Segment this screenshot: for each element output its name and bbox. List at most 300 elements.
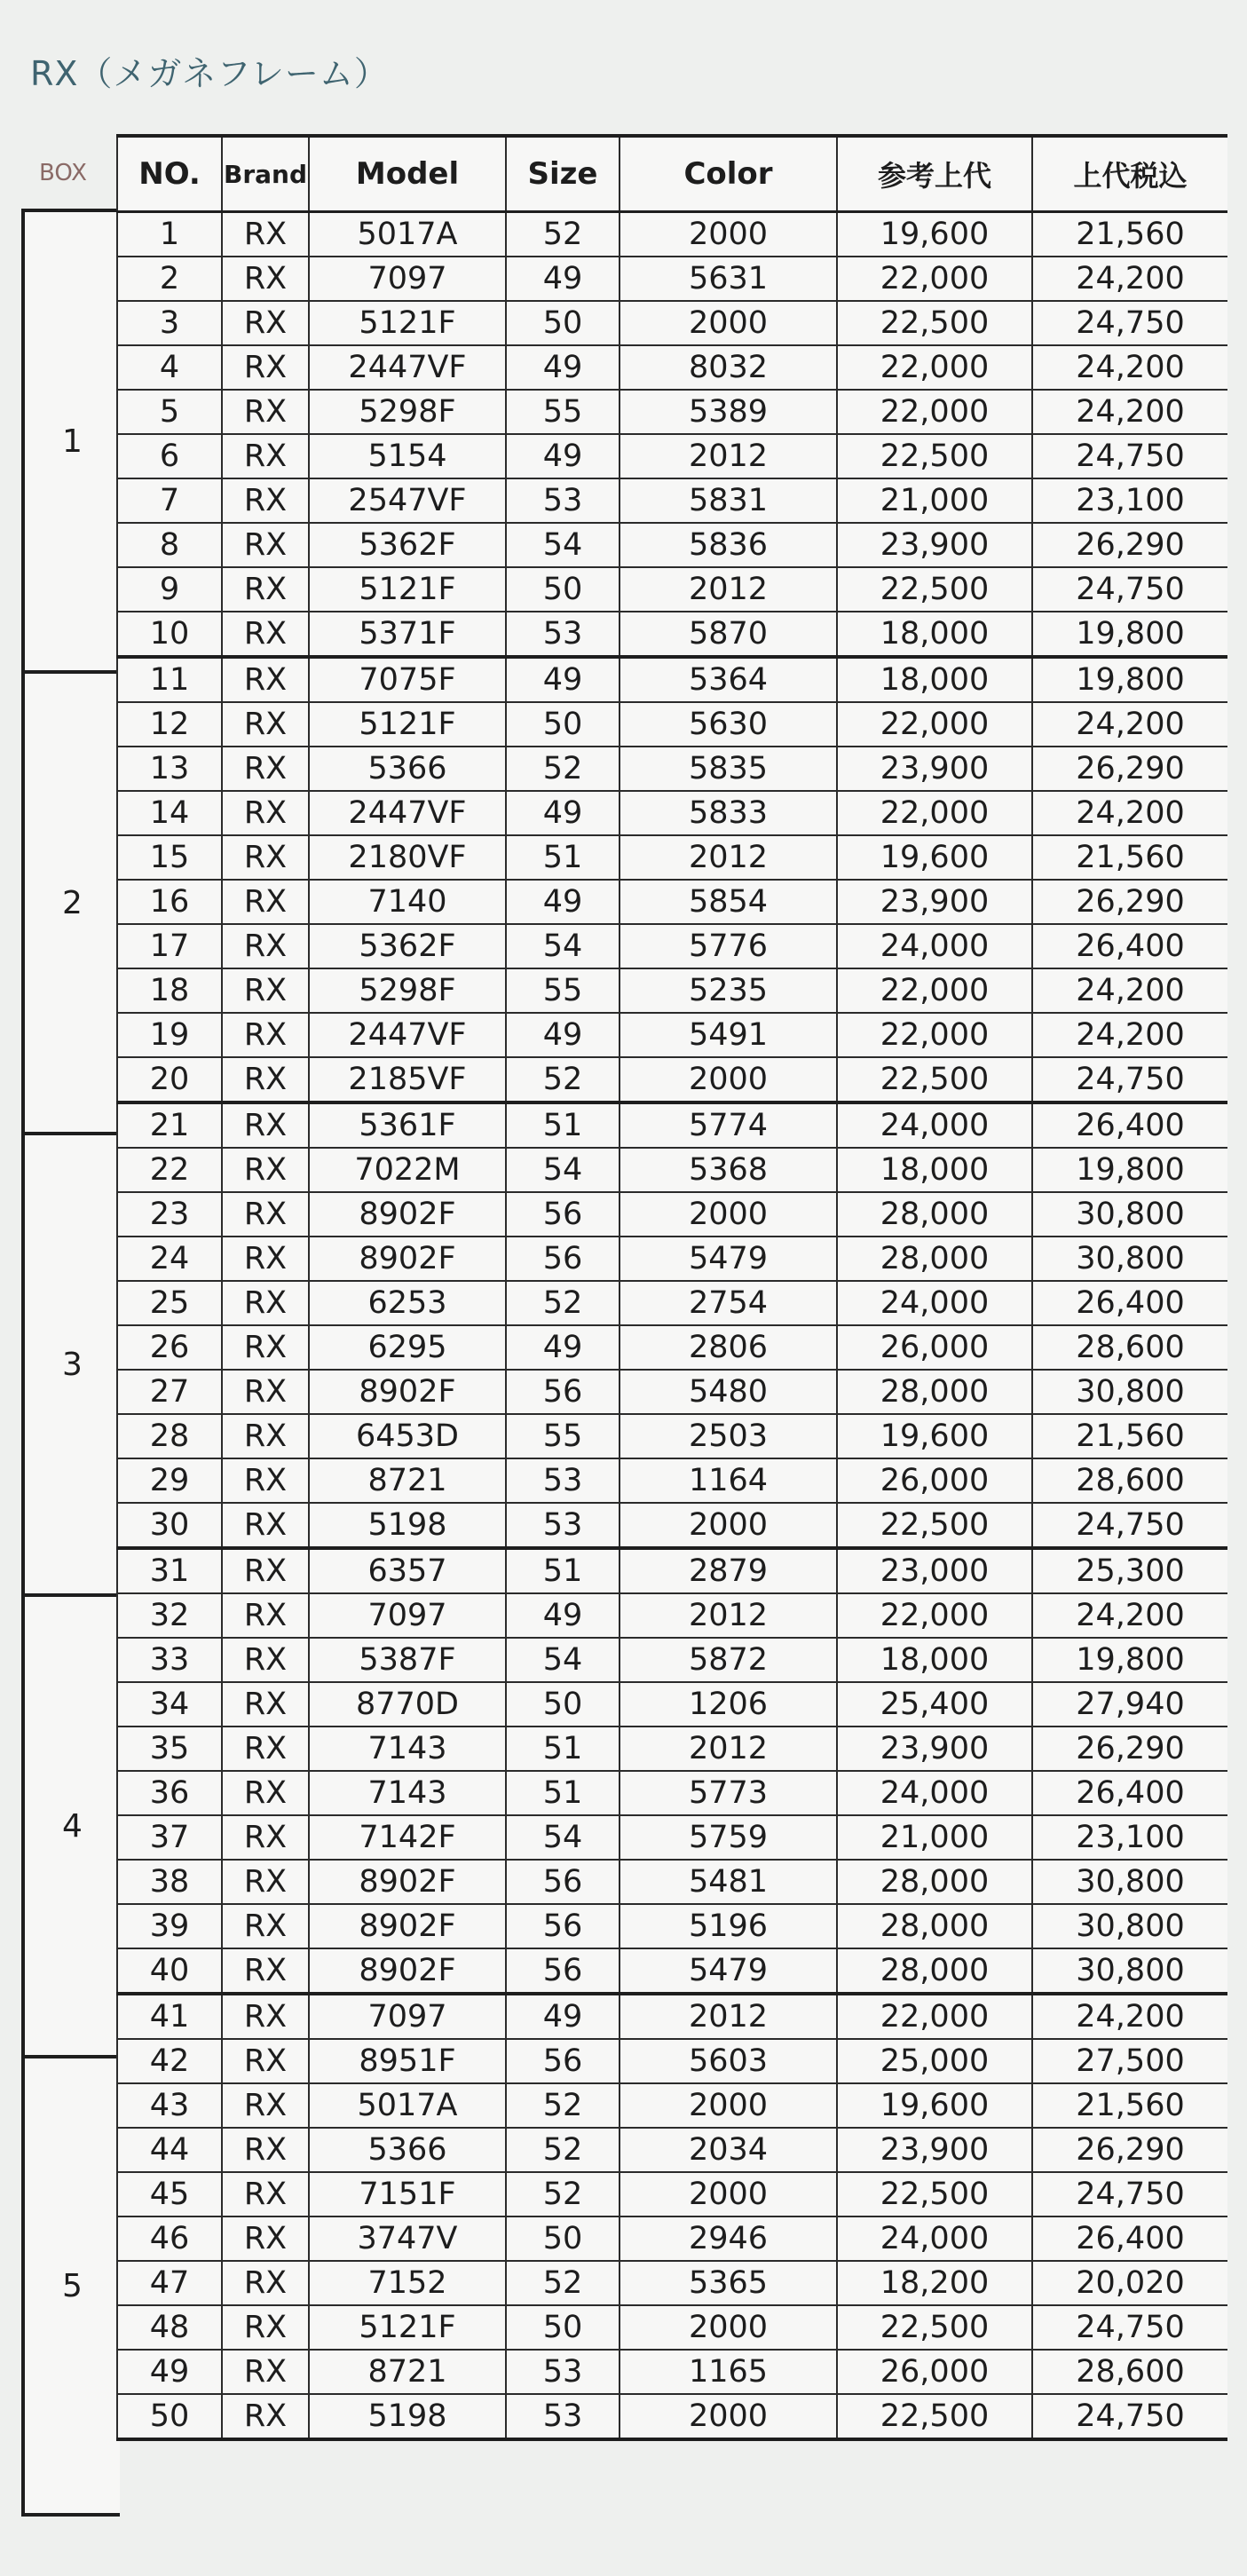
- cell-tax-included-price: 24,750: [1032, 2305, 1227, 2350]
- cell-tax-included-price: 30,800: [1032, 1948, 1227, 1994]
- cell-size: 54: [506, 924, 620, 968]
- table-row: [117, 1638, 1227, 1682]
- cell-no: 38: [117, 1860, 222, 1904]
- cell-model: 8721: [309, 2350, 506, 2394]
- cell-model: 5154: [309, 434, 506, 478]
- cell-tax-included-price: 19,800: [1032, 657, 1227, 702]
- cell-brand: RX: [222, 1370, 309, 1414]
- cell-model: 8902F: [309, 1948, 506, 1994]
- cell-reference-price: 22,500: [837, 2305, 1032, 2350]
- cell-reference-price: 23,900: [837, 2128, 1032, 2172]
- page-title: RX（メガネフレーム）: [30, 54, 389, 93]
- cell-no: 3: [117, 301, 222, 345]
- cell-size: 54: [506, 523, 620, 567]
- cell-brand: RX: [222, 1638, 309, 1682]
- cell-color: 2754: [620, 1281, 837, 1325]
- cell-size: 51: [506, 835, 620, 880]
- cell-brand: RX: [222, 212, 309, 257]
- cell-reference-price: 22,000: [837, 702, 1032, 747]
- cell-brand: RX: [222, 345, 309, 390]
- cell-tax-included-price: 24,200: [1032, 257, 1227, 301]
- cell-reference-price: 22,000: [837, 791, 1032, 835]
- cell-brand: RX: [222, 2305, 309, 2350]
- cell-color: 2000: [620, 1192, 837, 1237]
- cell-brand: RX: [222, 434, 309, 478]
- cell-reference-price: 22,000: [837, 968, 1032, 1013]
- cell-tax-included-price: 23,100: [1032, 1815, 1227, 1860]
- cell-brand: RX: [222, 2083, 309, 2128]
- cell-color: 5630: [620, 702, 837, 747]
- cell-reference-price: 28,000: [837, 1948, 1032, 1994]
- cell-tax-included-price: 19,800: [1032, 1148, 1227, 1192]
- cell-no: 28: [117, 1414, 222, 1458]
- cell-model: 8902F: [309, 1237, 506, 1281]
- cell-model: 7097: [309, 1994, 506, 2039]
- cell-color: 2000: [620, 2394, 837, 2439]
- cell-brand: RX: [222, 1013, 309, 1057]
- cell-reference-price: 22,000: [837, 1994, 1032, 2039]
- cell-model: 3747V: [309, 2216, 506, 2261]
- cell-size: 53: [506, 612, 620, 657]
- cell-tax-included-price: 24,750: [1032, 1503, 1227, 1548]
- cell-brand: RX: [222, 390, 309, 434]
- cell-size: 52: [506, 2083, 620, 2128]
- cell-reference-price: 23,900: [837, 1727, 1032, 1771]
- cell-model: 5298F: [309, 968, 506, 1013]
- cell-model: 2547VF: [309, 478, 506, 523]
- cell-tax-included-price: 26,290: [1032, 880, 1227, 924]
- cell-tax-included-price: 24,750: [1032, 567, 1227, 612]
- cell-reference-price: 23,900: [837, 523, 1032, 567]
- cell-no: 25: [117, 1281, 222, 1325]
- cell-tax-included-price: 26,400: [1032, 1281, 1227, 1325]
- table-row: [117, 567, 1227, 612]
- cell-tax-included-price: 25,300: [1032, 1548, 1227, 1593]
- cell-color: 5389: [620, 390, 837, 434]
- cell-model: 5198: [309, 2394, 506, 2439]
- table-row: [117, 1948, 1227, 1994]
- box-group-label: 5: [25, 2055, 120, 2517]
- cell-brand: RX: [222, 968, 309, 1013]
- cell-reference-price: 28,000: [837, 1370, 1032, 1414]
- cell-no: 7: [117, 478, 222, 523]
- cell-reference-price: 18,200: [837, 2261, 1032, 2305]
- cell-size: 50: [506, 301, 620, 345]
- cell-model: 5298F: [309, 390, 506, 434]
- cell-brand: RX: [222, 2261, 309, 2305]
- cell-brand: RX: [222, 1771, 309, 1815]
- cell-reference-price: 22,000: [837, 390, 1032, 434]
- cell-size: 50: [506, 1682, 620, 1727]
- cell-size: 52: [506, 2128, 620, 2172]
- cell-no: 16: [117, 880, 222, 924]
- cell-tax-included-price: 19,800: [1032, 612, 1227, 657]
- cell-brand: RX: [222, 2172, 309, 2216]
- cell-tax-included-price: 30,800: [1032, 1370, 1227, 1414]
- table-row: [117, 1771, 1227, 1815]
- cell-reference-price: 25,000: [837, 2039, 1032, 2083]
- table-row: [117, 434, 1227, 478]
- cell-brand: RX: [222, 478, 309, 523]
- box-group-label: 2: [25, 670, 120, 1132]
- cell-reference-price: 22,500: [837, 301, 1032, 345]
- cell-model: 7143: [309, 1727, 506, 1771]
- cell-no: 17: [117, 924, 222, 968]
- cell-brand: RX: [222, 1815, 309, 1860]
- cell-size: 55: [506, 390, 620, 434]
- cell-size: 51: [506, 1548, 620, 1593]
- cell-no: 43: [117, 2083, 222, 2128]
- cell-color: 5368: [620, 1148, 837, 1192]
- cell-tax-included-price: 24,200: [1032, 345, 1227, 390]
- table-row: [117, 1281, 1227, 1325]
- cell-size: 55: [506, 968, 620, 1013]
- cell-model: 5362F: [309, 523, 506, 567]
- cell-no: 2: [117, 257, 222, 301]
- cell-color: 1164: [620, 1458, 837, 1503]
- cell-reference-price: 22,500: [837, 567, 1032, 612]
- cell-no: 32: [117, 1593, 222, 1638]
- table-row: [117, 345, 1227, 390]
- cell-size: 54: [506, 1815, 620, 1860]
- cell-no: 5: [117, 390, 222, 434]
- cell-size: 51: [506, 1771, 620, 1815]
- cell-reference-price: 18,000: [837, 1638, 1032, 1682]
- table-row: [117, 2039, 1227, 2083]
- cell-size: 49: [506, 791, 620, 835]
- cell-reference-price: 28,000: [837, 1237, 1032, 1281]
- cell-no: 18: [117, 968, 222, 1013]
- cell-color: 5835: [620, 747, 837, 791]
- cell-color: 2000: [620, 2172, 837, 2216]
- table-row: [117, 2305, 1227, 2350]
- cell-no: 27: [117, 1370, 222, 1414]
- cell-size: 54: [506, 1148, 620, 1192]
- cell-size: 52: [506, 747, 620, 791]
- cell-no: 36: [117, 1771, 222, 1815]
- cell-no: 41: [117, 1994, 222, 2039]
- cell-reference-price: 24,000: [837, 1771, 1032, 1815]
- cell-brand: RX: [222, 924, 309, 968]
- table-row: [117, 1593, 1227, 1638]
- cell-no: 13: [117, 747, 222, 791]
- cell-no: 11: [117, 657, 222, 702]
- cell-model: 2180VF: [309, 835, 506, 880]
- cell-size: 53: [506, 2350, 620, 2394]
- cell-tax-included-price: 21,560: [1032, 212, 1227, 257]
- cell-color: 2012: [620, 1593, 837, 1638]
- cell-color: 5836: [620, 523, 837, 567]
- cell-reference-price: 19,600: [837, 2083, 1032, 2128]
- cell-size: 56: [506, 1237, 620, 1281]
- cell-reference-price: 23,900: [837, 880, 1032, 924]
- cell-tax-included-price: 30,800: [1032, 1237, 1227, 1281]
- header-row: [117, 136, 1227, 212]
- cell-size: 51: [506, 1102, 620, 1148]
- cell-tax-included-price: 30,800: [1032, 1904, 1227, 1948]
- cell-tax-included-price: 24,750: [1032, 301, 1227, 345]
- cell-no: 9: [117, 567, 222, 612]
- cell-size: 49: [506, 1593, 620, 1638]
- cell-color: 5479: [620, 1948, 837, 1994]
- cell-size: 50: [506, 2305, 620, 2350]
- cell-size: 56: [506, 1860, 620, 1904]
- cell-no: 10: [117, 612, 222, 657]
- table-row: [117, 1548, 1227, 1593]
- cell-brand: RX: [222, 2128, 309, 2172]
- cell-size: 49: [506, 1013, 620, 1057]
- cell-reference-price: 23,900: [837, 747, 1032, 791]
- cell-tax-included-price: 24,750: [1032, 2172, 1227, 2216]
- cell-no: 44: [117, 2128, 222, 2172]
- cell-brand: RX: [222, 2039, 309, 2083]
- cell-no: 37: [117, 1815, 222, 1860]
- cell-tax-included-price: 24,200: [1032, 390, 1227, 434]
- cell-no: 8: [117, 523, 222, 567]
- cell-model: 6357: [309, 1548, 506, 1593]
- header-reference-retail-price: 参考上代: [837, 136, 1032, 212]
- cell-no: 47: [117, 2261, 222, 2305]
- cell-color: 5491: [620, 1013, 837, 1057]
- cell-tax-included-price: 26,290: [1032, 2128, 1227, 2172]
- cell-brand: RX: [222, 1458, 309, 1503]
- cell-no: 19: [117, 1013, 222, 1057]
- table-row: [117, 1815, 1227, 1860]
- table-row: [117, 702, 1227, 747]
- cell-no: 12: [117, 702, 222, 747]
- cell-tax-included-price: 24,750: [1032, 2394, 1227, 2439]
- cell-size: 53: [506, 478, 620, 523]
- cell-brand: RX: [222, 2350, 309, 2394]
- header-brand: Brand: [222, 136, 309, 212]
- cell-reference-price: 18,000: [837, 1148, 1032, 1192]
- cell-color: 2000: [620, 301, 837, 345]
- cell-size: 53: [506, 1458, 620, 1503]
- cell-color: 2503: [620, 1414, 837, 1458]
- cell-brand: RX: [222, 1325, 309, 1370]
- cell-reference-price: 21,000: [837, 1815, 1032, 1860]
- table-row: [117, 968, 1227, 1013]
- cell-color: 5480: [620, 1370, 837, 1414]
- cell-brand: RX: [222, 301, 309, 345]
- cell-model: 5366: [309, 747, 506, 791]
- cell-reference-price: 24,000: [837, 924, 1032, 968]
- cell-tax-included-price: 21,560: [1032, 835, 1227, 880]
- cell-reference-price: 26,000: [837, 1458, 1032, 1503]
- cell-reference-price: 22,000: [837, 345, 1032, 390]
- cell-reference-price: 18,000: [837, 657, 1032, 702]
- table-row: [117, 1682, 1227, 1727]
- cell-tax-included-price: 24,200: [1032, 1994, 1227, 2039]
- table-row: [117, 1148, 1227, 1192]
- table-row: [117, 835, 1227, 880]
- table-row: [117, 1013, 1227, 1057]
- cell-brand: RX: [222, 523, 309, 567]
- box-column-header: BOX: [39, 160, 87, 186]
- cell-color: 5603: [620, 2039, 837, 2083]
- cell-tax-included-price: 21,560: [1032, 2083, 1227, 2128]
- cell-reference-price: 19,600: [837, 212, 1032, 257]
- header-no: NO.: [117, 136, 222, 212]
- cell-size: 52: [506, 212, 620, 257]
- cell-model: 8902F: [309, 1192, 506, 1237]
- cell-no: 40: [117, 1948, 222, 1994]
- cell-no: 50: [117, 2394, 222, 2439]
- cell-no: 1: [117, 212, 222, 257]
- cell-reference-price: 22,000: [837, 257, 1032, 301]
- table-row: [117, 1325, 1227, 1370]
- cell-model: 8902F: [309, 1370, 506, 1414]
- cell-size: 49: [506, 1325, 620, 1370]
- cell-no: 21: [117, 1102, 222, 1148]
- cell-no: 31: [117, 1548, 222, 1593]
- cell-size: 49: [506, 880, 620, 924]
- cell-brand: RX: [222, 1548, 309, 1593]
- cell-reference-price: 22,500: [837, 434, 1032, 478]
- cell-model: 7140: [309, 880, 506, 924]
- cell-tax-included-price: 24,200: [1032, 791, 1227, 835]
- table-row: [117, 257, 1227, 301]
- cell-reference-price: 25,400: [837, 1682, 1032, 1727]
- cell-reference-price: 22,000: [837, 1013, 1032, 1057]
- cell-size: 50: [506, 2216, 620, 2261]
- cell-model: 5121F: [309, 567, 506, 612]
- cell-color: 2806: [620, 1325, 837, 1370]
- cell-size: 52: [506, 2172, 620, 2216]
- cell-no: 24: [117, 1237, 222, 1281]
- table-row: [117, 2216, 1227, 2261]
- cell-brand: RX: [222, 1727, 309, 1771]
- cell-no: 42: [117, 2039, 222, 2083]
- cell-model: 7151F: [309, 2172, 506, 2216]
- cell-tax-included-price: 27,940: [1032, 1682, 1227, 1727]
- cell-tax-included-price: 26,290: [1032, 523, 1227, 567]
- cell-color: 8032: [620, 345, 837, 390]
- table-row: [117, 1102, 1227, 1148]
- cell-tax-included-price: 27,500: [1032, 2039, 1227, 2083]
- cell-tax-included-price: 26,290: [1032, 1727, 1227, 1771]
- cell-size: 55: [506, 1414, 620, 1458]
- cell-color: 2012: [620, 1727, 837, 1771]
- price-table: [116, 134, 1227, 2441]
- cell-size: 52: [506, 1057, 620, 1102]
- table-row: [117, 1458, 1227, 1503]
- cell-color: 5481: [620, 1860, 837, 1904]
- cell-brand: RX: [222, 1414, 309, 1458]
- cell-color: 2000: [620, 2083, 837, 2128]
- cell-brand: RX: [222, 1682, 309, 1727]
- cell-model: 8902F: [309, 1904, 506, 1948]
- cell-color: 5774: [620, 1102, 837, 1148]
- table-row: [117, 478, 1227, 523]
- cell-model: 5366: [309, 2128, 506, 2172]
- cell-no: 35: [117, 1727, 222, 1771]
- cell-brand: RX: [222, 1237, 309, 1281]
- cell-size: 56: [506, 1370, 620, 1414]
- cell-tax-included-price: 26,400: [1032, 2216, 1227, 2261]
- cell-no: 26: [117, 1325, 222, 1370]
- cell-tax-included-price: 28,600: [1032, 1325, 1227, 1370]
- cell-color: 5235: [620, 968, 837, 1013]
- cell-reference-price: 18,000: [837, 612, 1032, 657]
- cell-color: 2000: [620, 1057, 837, 1102]
- cell-brand: RX: [222, 657, 309, 702]
- cell-no: 6: [117, 434, 222, 478]
- cell-size: 49: [506, 434, 620, 478]
- cell-model: 7097: [309, 1593, 506, 1638]
- cell-model: 8902F: [309, 1860, 506, 1904]
- cell-color: 1165: [620, 2350, 837, 2394]
- cell-color: 5870: [620, 612, 837, 657]
- cell-model: 2447VF: [309, 345, 506, 390]
- cell-brand: RX: [222, 1948, 309, 1994]
- cell-reference-price: 24,000: [837, 1281, 1032, 1325]
- table-row: [117, 1057, 1227, 1102]
- cell-color: 5854: [620, 880, 837, 924]
- cell-brand: RX: [222, 612, 309, 657]
- cell-size: 56: [506, 1192, 620, 1237]
- cell-reference-price: 28,000: [837, 1904, 1032, 1948]
- cell-reference-price: 26,000: [837, 1325, 1032, 1370]
- header-retail-price-tax-included: 上代税込: [1032, 136, 1227, 212]
- cell-tax-included-price: 21,560: [1032, 1414, 1227, 1458]
- cell-size: 53: [506, 1503, 620, 1548]
- box-group-label: 3: [25, 1132, 120, 1593]
- cell-tax-included-price: 24,750: [1032, 1057, 1227, 1102]
- cell-model: 7142F: [309, 1815, 506, 1860]
- table-row: [117, 747, 1227, 791]
- cell-tax-included-price: 28,600: [1032, 2350, 1227, 2394]
- cell-brand: RX: [222, 880, 309, 924]
- table-row: [117, 1414, 1227, 1458]
- cell-size: 49: [506, 657, 620, 702]
- cell-reference-price: 22,000: [837, 1593, 1032, 1638]
- table-row: [117, 1994, 1227, 2039]
- box-group-label: 4: [25, 1593, 120, 2055]
- cell-no: 30: [117, 1503, 222, 1548]
- cell-color: 2034: [620, 2128, 837, 2172]
- cell-color: 5776: [620, 924, 837, 968]
- cell-brand: RX: [222, 1102, 309, 1148]
- table-row: [117, 2083, 1227, 2128]
- header-model: Model: [309, 136, 506, 212]
- cell-color: 1206: [620, 1682, 837, 1727]
- cell-tax-included-price: 24,200: [1032, 1013, 1227, 1057]
- cell-size: 52: [506, 1281, 620, 1325]
- cell-color: 5364: [620, 657, 837, 702]
- cell-brand: RX: [222, 1593, 309, 1638]
- cell-model: 7022M: [309, 1148, 506, 1192]
- cell-brand: RX: [222, 1281, 309, 1325]
- cell-color: 2946: [620, 2216, 837, 2261]
- cell-color: 2000: [620, 212, 837, 257]
- cell-size: 51: [506, 1727, 620, 1771]
- cell-no: 20: [117, 1057, 222, 1102]
- cell-size: 50: [506, 702, 620, 747]
- cell-model: 6295: [309, 1325, 506, 1370]
- box-column: [21, 209, 120, 2517]
- cell-model: 5017A: [309, 2083, 506, 2128]
- cell-color: 2012: [620, 835, 837, 880]
- table-row: [117, 2128, 1227, 2172]
- cell-model: 5121F: [309, 702, 506, 747]
- cell-model: 5371F: [309, 612, 506, 657]
- cell-size: 49: [506, 257, 620, 301]
- table-row: [117, 2350, 1227, 2394]
- table-row: [117, 1860, 1227, 1904]
- cell-size: 53: [506, 2394, 620, 2439]
- cell-brand: RX: [222, 1904, 309, 1948]
